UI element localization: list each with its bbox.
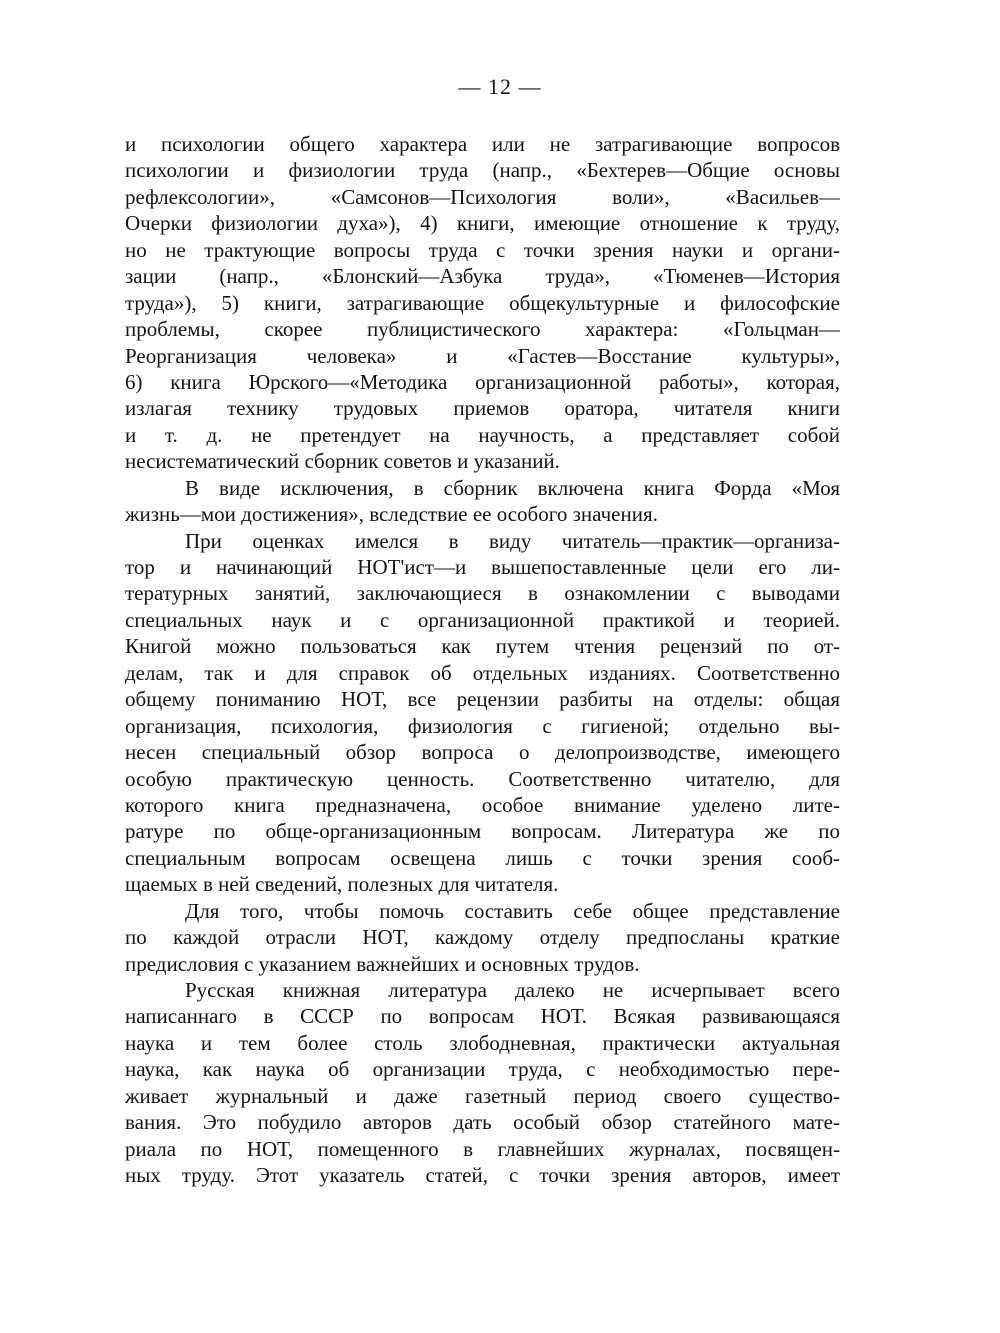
text-line: и психологии общего характера или не затрагивающие вопросов (125, 132, 840, 156)
text-line: В виде исключения, в сборник включена книга Форда «Моя (185, 475, 840, 500)
text-line: тературных занятий, заключающиеся в ознакомлении с выводами (125, 581, 840, 606)
text-line: проблемы, скорее публицистического характера: «Гольцман— (125, 317, 840, 342)
text-line: которого книга предназначена, особое внимание уделено лите- (125, 792, 840, 817)
text-line: риала по НОТ, помещенного в главнейших журналах, посвящен- (125, 1136, 840, 1161)
text-line: щаемых в ней сведений, полезных для читателя. (125, 872, 559, 897)
text-line: и т. д. не претендует на научность, а представляет собой (125, 422, 840, 447)
text-line: ных труду. Этот указатель статей, с точки зрения авторов, имеет (125, 1163, 840, 1188)
text-line: по каждой отрасли НОТ, каждому отделу предпосланы краткие (125, 925, 840, 950)
page-number: — 12 — (458, 74, 542, 99)
text-line: Реорганизация человека» и «Гастев—Восстание культуры», (125, 343, 840, 368)
text-line: психологии и физиологии труда (напр., «Бехтерев—Общие основы (125, 158, 840, 183)
text-line: Русская книжная литература далеко не исчерпывает всего (185, 978, 840, 1002)
text-line: организация, психология, физиология с гигиеной; отдельно вы- (125, 713, 840, 738)
paragraph (125, 131, 840, 475)
text-line: несистематический сборник советов и указаний. (125, 449, 560, 474)
text-line: труда»), 5) книги, затрагивающие общекультурные и философские (125, 290, 840, 315)
paragraph (125, 977, 840, 1189)
text-line: написаннаго в СССР по вопросам НОТ. Всякая развивающаяся (125, 1004, 840, 1029)
text-line: особую практическую ценность. Соответственно читателю, для (125, 766, 840, 791)
text-line: но не трактующие вопросы труда с точки зрения науки и органи- (125, 237, 840, 262)
text-line: Книгой можно пользоваться как путем чтения рецензий по от- (125, 634, 840, 659)
text-line: специальным вопросам освещена лишь с точки зрения сооб- (125, 845, 840, 870)
text-line: Очерки физиологии духа»), 4) книги, имеющие отношение к труду, (125, 211, 840, 236)
text-line: наука и тем более столь злободневная, практически актуальная (125, 1030, 840, 1055)
paragraph (125, 898, 840, 977)
paragraph (125, 475, 840, 528)
text-line: 6) книга Юрского—«Методика организационной работы», которая, (125, 369, 840, 394)
text-line: жизнь—мои достижения», вследствие ее особого значения. (125, 502, 658, 527)
text-line: рефлексологии», «Самсонов—Психология воли», «Васильев— (125, 184, 840, 209)
text-line: делам, так и для справок об отдельных изданиях. Соответственно (125, 660, 840, 685)
text-line: Для того, чтобы помочь составить себе общее представление (185, 898, 840, 923)
text-line: ратуре по обще-организационным вопросам. Литература же по (125, 819, 840, 844)
body-text (125, 131, 840, 1189)
text-line: зации (напр., «Блонский—Азбука труда», «Тюменев—История (125, 264, 840, 289)
paragraph (125, 528, 840, 898)
text-line: излагая технику трудовых приемов оратора, читателя книги (125, 396, 840, 421)
text-line: тор и начинающий НОТ'ист—и вышепоставленные цели его ли- (125, 555, 840, 579)
text-line: наука, как наука об организации труда, с необходимостью пере- (125, 1057, 840, 1082)
text-line: специальных наук и с организационной практикой и теорией. (125, 607, 840, 632)
text-line: При оценках имелся в виду читатель—практик—организа- (185, 528, 840, 553)
text-line: несен специальный обзор вопроса о делопроизводстве, имеющего (125, 740, 840, 765)
text-line: живает журнальный и даже газетный период своего существо- (125, 1083, 840, 1108)
text-line: общему пониманию НОТ, все рецензии разбиты на отделы: общая (125, 687, 840, 712)
text-line: вания. Это побудило авторов дать особый обзор статейного мате- (125, 1110, 840, 1135)
text-line: предисловия с указанием важнейших и основных трудов. (125, 951, 640, 976)
